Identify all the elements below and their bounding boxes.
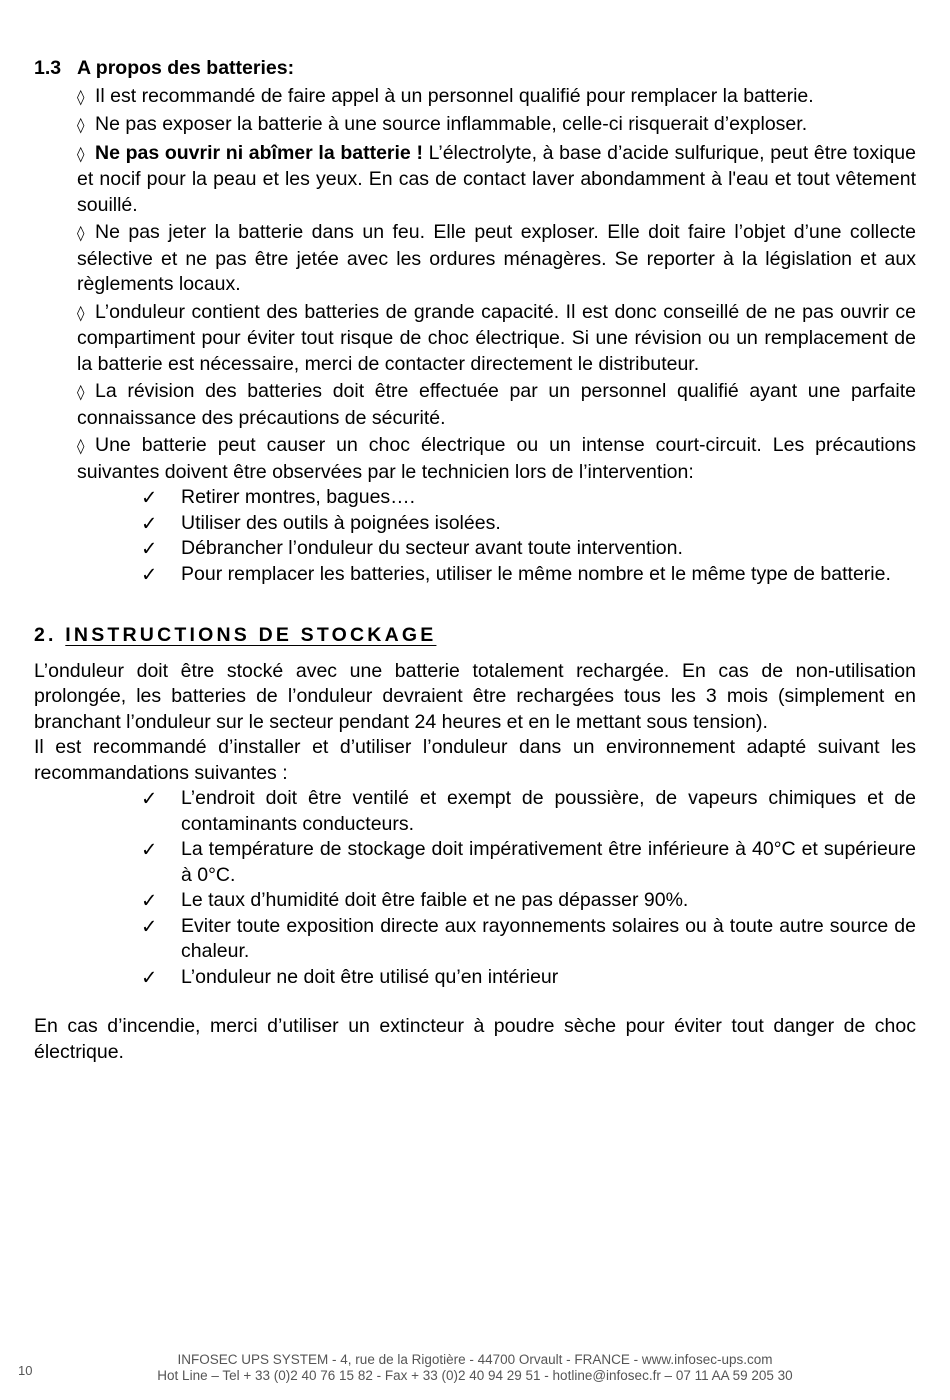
environment-paragraph: Il est recommandé d’installer et d’utiliser l’onduleur dans un environnement adapté suivant les recommandations suivantes : [34,736,916,784]
bullet-text: La révision des batteries doit être effectuée par un personnel qualifié ayant une parfaite connaissance des précautions de sécurité. [77,380,916,429]
bullet-item [77,379,916,431]
battery-bullets [77,84,916,486]
checklist-item [34,536,916,562]
checklist-text: La température de stockage doit impérativement être inférieure à 40°C et supérieure à 0°C. [181,838,916,886]
checklist-text: L’endroit doit être ventilé et exempt de poussière, de vapeurs chimiques et de contaminants conducteurs. [181,787,916,835]
checklist-item [34,914,916,965]
diamond-bullet-icon: ◊ [77,224,85,242]
bullet-item [77,84,916,111]
footer-contact: Hot Line – Tel + 33 (0)2 40 76 15 82 - Fax + 33 (0)2 40 94 29 51 - hotline@infosec.fr – 07 11 AA 59 205 30 [157,1368,793,1383]
checkmark-icon: ✓ [141,537,158,560]
checklist-text: L’onduleur ne doit être utilisé qu’en intérieur [181,965,559,988]
checklist-text: Utiliser des outils à poignées isolées. [181,511,501,534]
checklist-item [34,786,916,837]
checkmark-icon: ✓ [141,965,158,989]
page-footer [0,1352,950,1384]
bullet-text: L’électrolyte, à base d’acide sulfurique, peut être toxique et nocif pour la peau et les yeux. En cas de contact laver abondamment à l'eau et tout vêtement souillé. [77,141,916,216]
bullet-text: Il est recommandé de faire appel à un personnel qualifié pour remplacer la batterie. [95,84,814,107]
footer-address: INFOSEC UPS SYSTEM - 4, rue de la Rigotière - 44700 Orvault - FRANCE - www.infosec-ups.com [177,1352,773,1367]
section-title: A propos des batteries: [77,57,295,79]
section-heading-2 [34,623,916,649]
section-heading-1-3 [34,56,916,82]
checkmark-icon: ✓ [141,486,158,509]
diamond-bullet-icon: ◊ [77,144,85,163]
bullet-item [77,433,916,485]
checkmark-icon: ✓ [141,562,158,586]
page-number: 10 [18,1363,33,1378]
checklist-text: Le taux d’humidité doit être faible et ne pas dépasser 90%. [181,889,689,911]
bullet-text: Ne pas jeter la batterie dans un feu. Elle peut exploser. Elle doit faire l’objet d’une collecte sélective et ne pas être jetée avec les ordures ménagères. Se reporter à la législation et aux règlements locaux. [77,221,916,295]
bullet-text: Ne pas exposer la batterie à une source inflammable, celle-ci risquerait d’exploser. [95,113,808,135]
bullet-item [77,300,916,378]
bullet-item [77,141,916,219]
checkmark-icon: ✓ [141,838,158,861]
checklist-item [34,965,916,991]
spacer [34,990,916,1014]
section-title: INSTRUCTIONS DE STOCKAGE [65,624,437,646]
storage-checklist [34,786,916,990]
storage-paragraph: L’onduleur doit être stocké avec une batterie totalement rechargée. En cas de non-utilisation prolongée, les batteries de l’onduleur devraient être rechargées tous les 3 mois (simplement en branchant l’onduleur sur le secteur pendant 24 heures et en le mettant sous tension). [34,659,916,733]
checklist-text: Débrancher l’onduleur du secteur avant toute intervention. [181,537,683,559]
diamond-bullet-icon: ◊ [77,303,85,322]
checkmark-icon: ✓ [141,787,158,810]
section-number: 1.3 [34,57,62,79]
bullet-item [77,112,916,139]
checklist-item [34,562,916,588]
checklist-text: Eviter toute exposition directe aux rayonnements solaires ou à toute autre source de chaleur. [181,914,916,962]
bullet-item [77,220,916,298]
section-number: 2. [34,624,57,646]
checklist-text: Pour remplacer les batteries, utiliser le même nombre et le même type de batterie. [181,562,891,585]
checklist-item [34,837,916,888]
checkmark-icon: ✓ [141,914,158,938]
fire-paragraph: En cas d’incendie, merci d’utiliser un extincteur à poudre sèche pour éviter tout danger de choc électrique. [34,1015,916,1063]
checklist-text: Retirer montres, bagues…. [181,486,416,508]
checklist-item [34,511,916,537]
diamond-bullet-icon: ◊ [77,437,85,455]
checkmark-icon: ✓ [141,511,158,535]
diamond-bullet-icon: ◊ [77,87,85,106]
checkmark-icon: ✓ [141,889,158,912]
document-page [34,56,916,1065]
bullet-text: L’onduleur contient des batteries de grande capacité. Il est donc conseillé de ne pas ouvrir ce compartiment pour éviter tout risque de choc électrique. Si une révision ou un remplacement de la batterie est nécessaire, merci de contacter directement le distributeur. [77,300,916,375]
technician-checklist [34,485,916,587]
bullet-text: Une batterie peut causer un choc électrique ou un intense court-circuit. Les précautions suivantes doivent être observées par le technicien lors de l’intervention: [77,434,916,483]
diamond-bullet-icon: ◊ [77,116,85,134]
diamond-bullet-icon: ◊ [77,383,85,401]
bullet-bold-text: Ne pas ouvrir ni abîmer la batterie ! [95,141,423,164]
checklist-item [34,485,916,511]
checklist-item [34,888,916,914]
